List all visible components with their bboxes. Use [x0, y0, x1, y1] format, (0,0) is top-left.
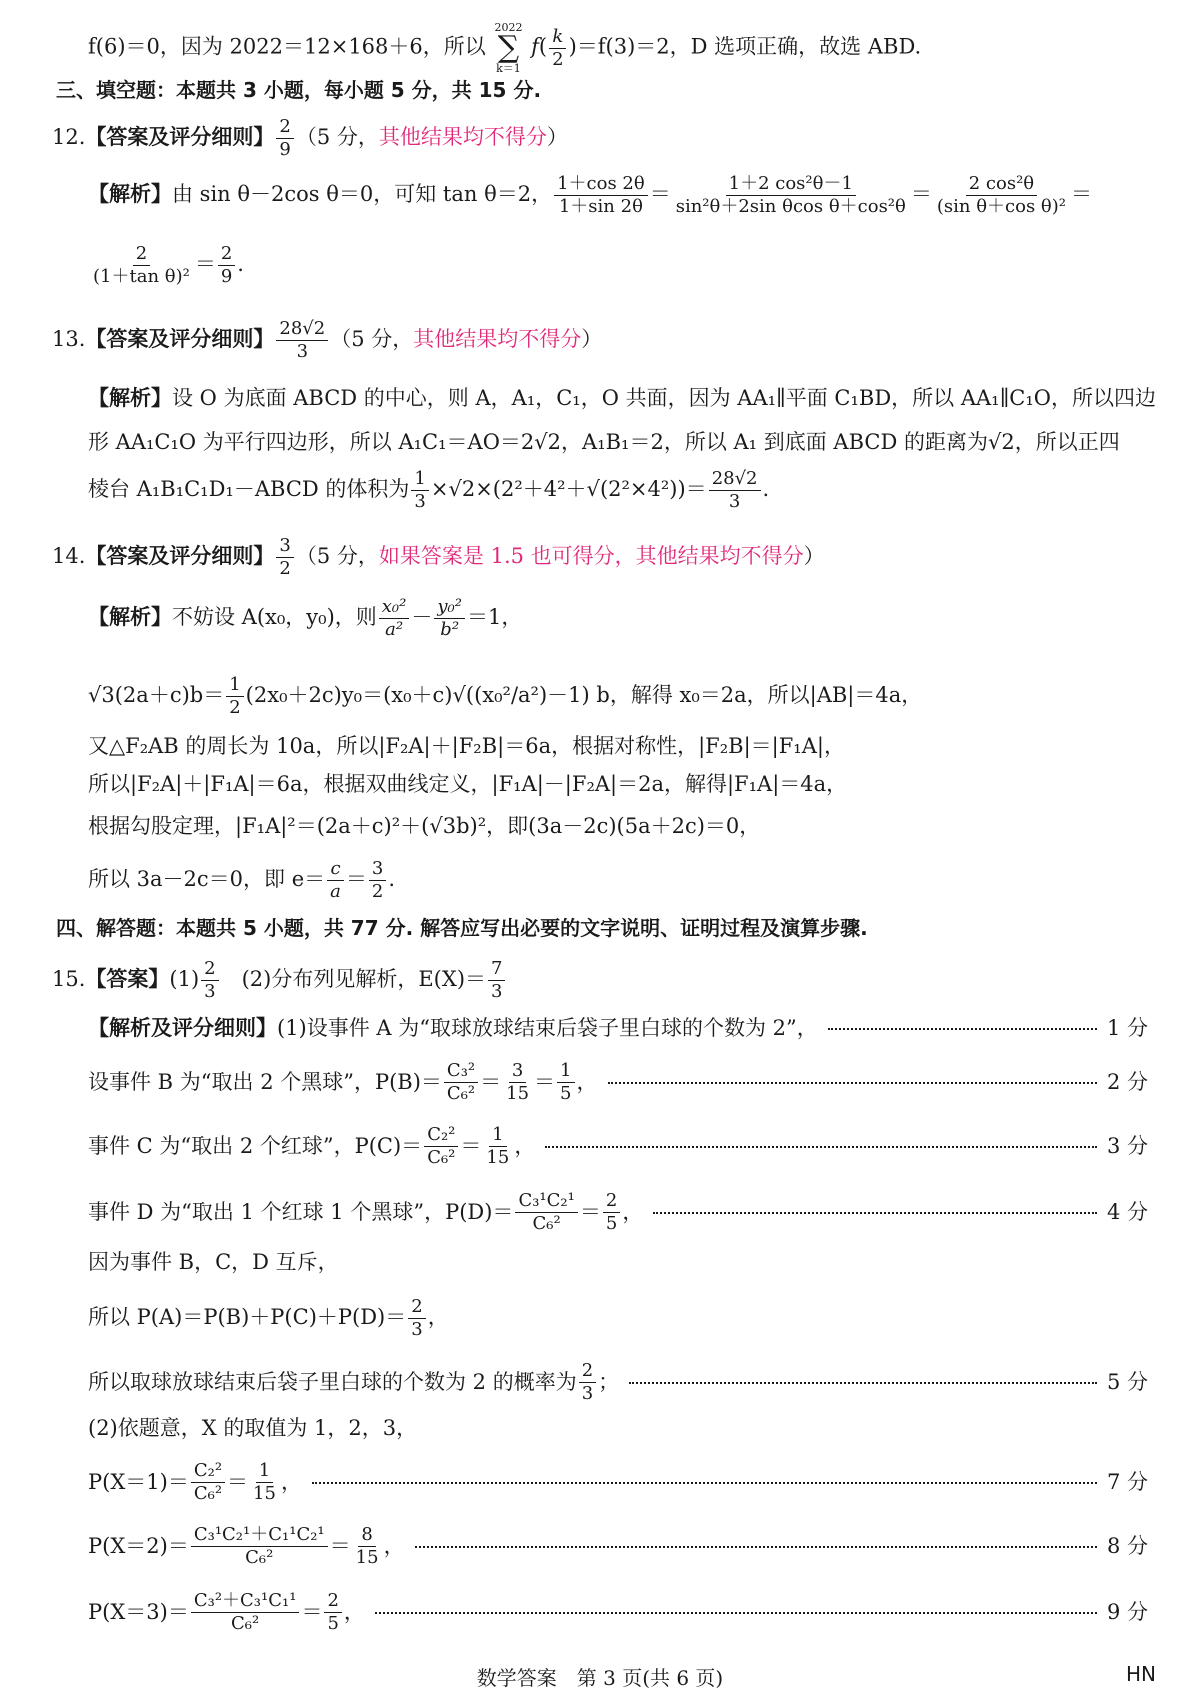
fraction	[411, 470, 428, 511]
section-title: 三、填空题：本题共 3 小题，每小题 5 分，共 15 分.	[56, 78, 542, 102]
q-number: 12.	[52, 125, 86, 149]
minus: －	[411, 605, 433, 629]
text: (2)分布列见解析，E(X)＝	[241, 967, 487, 991]
answer-tag: 【答案】	[85, 967, 170, 991]
text: (1)	[169, 967, 200, 991]
den: (1＋tan θ)²	[93, 266, 190, 287]
fraction	[324, 1592, 341, 1633]
end: ，	[343, 1600, 365, 1624]
den: 15	[253, 1483, 276, 1504]
func: f	[531, 34, 539, 59]
answer-tag: 【答案及评分细则】	[85, 544, 275, 568]
num: C₂²	[424, 1126, 458, 1147]
num: 2	[276, 118, 293, 139]
leader-dots	[415, 1546, 1097, 1548]
num: k	[549, 28, 566, 49]
fraction	[434, 598, 465, 639]
sum-lower: k＝1	[496, 62, 521, 75]
text: 棱台 A₁B₁C₁D₁－ABCD 的体积为	[88, 477, 410, 501]
den: 2	[371, 881, 384, 902]
leader-dots	[608, 1082, 1097, 1084]
den: 3	[204, 981, 216, 1002]
end: ，	[576, 1070, 598, 1094]
score: 4 分	[1106, 1200, 1148, 1224]
q14-analysis-line5: 根据勾股定理，|F₁A|²＝(2a＋c)²＋(√3b)²，即(3a－2c)(5a＋2c)＝0，	[88, 814, 761, 838]
text: 所以取球放球结束后袋子里白球的个数为 2 的概率为	[88, 1370, 577, 1394]
q15-row10: P(X＝2)＝ $\frac{\text{C₃¹C₂¹＋C₁¹C₂¹}}{\text{C₆²}}$ ＝ $\frac{8}{15}$ ， 8 分	[88, 1524, 1148, 1568]
score: 2 分	[1106, 1070, 1148, 1094]
score: 9 分	[1106, 1600, 1148, 1624]
score: （5 分，	[295, 544, 379, 568]
fraction	[554, 175, 648, 216]
fraction	[250, 1462, 279, 1503]
fraction	[934, 175, 1069, 216]
q15-row8: (2)依题意，X 的取值为 1，2，3，	[88, 1416, 418, 1440]
q12-answer	[52, 118, 1148, 159]
den: 1＋sin 2θ	[558, 196, 643, 217]
text: 不妨设 A(x₀，y₀)，则	[172, 605, 377, 629]
fraction	[90, 245, 193, 286]
q14-analysis-line3: 又△F₂AB 的周长为 10a，所以|F₂A|＋|F₂B|＝6a，根据对称性，|F₂B|＝|F₁A|，	[88, 734, 845, 758]
end: ，	[280, 1470, 302, 1494]
q15-row9: P(X＝1)＝ $\frac{\text{C₂²}}{\text{C₆²}}$ ＝ $\frac{1}{15}$ ， 7 分	[88, 1460, 1148, 1504]
answer-fraction	[276, 537, 293, 578]
text: 由 sin θ－2cos θ＝0，可知 tan θ＝2，	[172, 182, 553, 206]
num: 1	[411, 470, 428, 491]
q15-answer	[52, 960, 1148, 1001]
num: 1＋cos 2θ	[554, 175, 648, 196]
analysis-tag: 【解析】	[88, 182, 172, 206]
answer-fraction	[276, 320, 328, 361]
q15-row11: P(X＝3)＝ $\frac{\text{C₃²＋C₃¹C₁¹}}{\text{C₆²}}$ ＝ $\frac{2}{5}$ ， 9 分	[88, 1590, 1148, 1634]
q14-analysis-line6	[88, 860, 1148, 901]
end: .	[388, 867, 396, 891]
text: 事件 D 为“取出 1 个红球 1 个黑球”，P(D)＝	[88, 1200, 514, 1224]
fraction	[226, 676, 243, 717]
den: a	[330, 881, 341, 902]
num: 2	[603, 1192, 620, 1213]
end: ，	[514, 1134, 536, 1158]
text: P(X＝2)＝	[88, 1534, 189, 1558]
q13-analysis-line3	[88, 470, 1148, 511]
score: 1 分	[1106, 1016, 1148, 1040]
q-number: 13.	[52, 327, 86, 351]
num: 3	[509, 1062, 526, 1083]
q15-row5: 因为事件 B，C，D 互斥，	[88, 1250, 339, 1274]
q13-analysis-line2: 形 AA₁C₁O 为平行四边形，所以 A₁C₁＝AO＝2√2，A₁B₁＝2，所以 A₁ 到底面 ABCD 的距离为√2，所以正四	[88, 430, 1120, 454]
fraction	[353, 1526, 382, 1567]
num: 7	[488, 960, 505, 981]
num: 3	[276, 537, 293, 558]
q14-analysis-line2	[88, 676, 1148, 717]
end: ；	[598, 1370, 620, 1394]
fraction	[483, 1126, 512, 1167]
den: 5	[327, 1613, 339, 1634]
leader-dots	[312, 1482, 1097, 1484]
den: 2	[229, 697, 241, 718]
text: (2x₀＋2c)y₀＝(x₀＋c)√((x₀²/a²)－1) b，解得 x₀＝2a，所以|AB|＝4a，	[245, 683, 923, 707]
den: 5	[605, 1213, 618, 1234]
num: 2	[579, 1362, 596, 1383]
fraction	[379, 598, 410, 639]
q13-answer	[52, 320, 1148, 361]
eq: ＝	[1071, 182, 1092, 206]
num: 28√2	[709, 470, 761, 491]
text: ＝f(3)＝2，D 选项正确，故选 ABD.	[576, 34, 922, 59]
den: C₆²	[446, 1083, 476, 1104]
section-title: 四、解答题：本题共 5 小题，共 77 分. 解答应写出必要的文字说明、证明过程及演算步骤.	[56, 916, 868, 940]
paren: ）	[546, 125, 568, 149]
den: 2	[552, 48, 564, 70]
score: 8 分	[1106, 1534, 1148, 1558]
score-note: 其他结果均不得分	[378, 125, 547, 149]
den: 5	[560, 1083, 572, 1104]
leader-dots	[545, 1146, 1097, 1148]
end: ，	[383, 1534, 405, 1558]
end: ，	[622, 1200, 644, 1224]
end: ，	[427, 1305, 449, 1329]
answer-tag: 【答案及评分细则】	[85, 327, 275, 351]
num: C₃¹C₂¹	[515, 1192, 577, 1213]
text: P(X＝3)＝	[88, 1600, 189, 1624]
text: f(6)＝0，因为 2022＝12×168＋6，所以	[88, 34, 486, 59]
q-number: 14.	[52, 544, 86, 568]
num: 1	[489, 1126, 506, 1147]
page-footer	[0, 1662, 1200, 1691]
score: 7 分	[1106, 1470, 1148, 1494]
end: ＝1，	[466, 605, 523, 629]
fraction	[557, 1062, 574, 1103]
num: 2	[201, 960, 218, 981]
num: C₃²	[444, 1062, 478, 1083]
page-number: 数学答案 第 3 页(共 6 页)	[476, 1666, 724, 1690]
den: C₆²	[532, 1213, 561, 1234]
leader-dots	[375, 1612, 1097, 1614]
analysis-tag: 【解析】	[88, 605, 172, 629]
q15-row2: 设事件 B 为“取出 2 个黑球”，P(B)＝ $\frac{\text{C₃²}}{\text{C₆²}}$ ＝ $\frac{3}{15}$ ＝ $\frac{1}{5}$ ， 2 分	[88, 1060, 1148, 1104]
text: 所以 P(A)＝P(B)＋P(C)＋P(D)＝	[88, 1305, 407, 1329]
q15-row4: 事件 D 为“取出 1 个红球 1 个黑球”，P(D)＝ $\frac{\text{C₃¹C₂¹}}{\text{C₆²}}$ ＝ $\frac{2}{5}$ ， 4 分	[88, 1190, 1148, 1234]
fraction	[579, 1362, 596, 1403]
num: 3	[369, 860, 386, 881]
end: .	[237, 252, 244, 276]
score: 5 分	[1106, 1370, 1148, 1394]
q13-analysis-line1	[88, 386, 1156, 410]
sum-upper: 2022	[494, 21, 523, 34]
num: C₂²	[191, 1462, 225, 1483]
den: C₆²	[193, 1483, 223, 1504]
fraction	[673, 175, 909, 216]
text: 事件 C 为“取出 2 个红球”，P(C)＝	[88, 1134, 423, 1158]
score-note: 如果答案是 1.5 也可得分，其他结果均不得分	[378, 544, 804, 568]
den: sin²θ＋2sin θcos θ＋cos²θ	[675, 196, 906, 217]
den: C₆²	[427, 1147, 456, 1168]
q12-analysis-line2	[88, 245, 1148, 286]
den: 15	[506, 1083, 530, 1104]
eq: ＝	[194, 252, 216, 276]
den: a²	[385, 619, 404, 640]
top-line: f(6)＝0，因为 2022＝12×168＋6，所以 2022 ∑ k＝1 f( $\frac{k}{2}$ )＝f(3)＝2，D 选项正确，故选 ABD.	[88, 21, 922, 75]
text: 设 O 为底面 ABCD 的中心，则 A，A₁，C₁，O 共面，因为 AA₁∥平面 C₁BD，所以 AA₁∥C₁O，所以四边	[172, 386, 1156, 410]
den: 9	[220, 266, 233, 287]
q-number: 15.	[52, 967, 86, 991]
den: C₆²	[231, 1613, 260, 1634]
num: 8	[358, 1526, 375, 1547]
den: 3	[296, 341, 309, 362]
num: 2 cos²θ	[966, 175, 1037, 196]
fraction	[191, 1462, 225, 1503]
fraction	[503, 1062, 532, 1103]
fraction	[515, 1192, 577, 1233]
fraction	[424, 1126, 458, 1167]
den: 3	[414, 491, 426, 512]
eq: ＝	[910, 182, 932, 206]
num: 1	[256, 1462, 273, 1483]
num: 2	[408, 1298, 425, 1319]
den: (sin θ＋cos θ)²	[936, 196, 1066, 217]
num: 1	[226, 676, 243, 697]
num: 2	[324, 1592, 341, 1613]
text: √3(2a＋c)b＝	[88, 683, 225, 707]
num: 1＋2 cos²θ－1	[726, 175, 856, 196]
paren: ）	[803, 544, 825, 568]
fraction	[603, 1192, 620, 1233]
text: 设事件 B 为“取出 2 个黑球”，P(B)＝	[88, 1070, 442, 1094]
fraction	[408, 1298, 425, 1339]
eq: ＝	[649, 182, 671, 206]
den: 15	[355, 1547, 379, 1568]
num: 28√2	[276, 320, 328, 341]
text: P(X＝1)＝	[88, 1470, 189, 1494]
sum-block	[494, 22, 522, 74]
den: 3	[728, 491, 741, 512]
fraction	[549, 25, 566, 70]
q15-row3: 事件 C 为“取出 2 个红球”，P(C)＝ $\frac{\text{C₂²}}{\text{C₆²}}$ ＝ $\frac{1}{15}$ ， 3 分	[88, 1124, 1148, 1168]
score: （5 分，	[330, 327, 414, 351]
fraction	[369, 860, 386, 901]
q12-analysis-line1	[88, 175, 1148, 216]
num: y₀²	[434, 598, 465, 619]
answer-fraction	[276, 118, 293, 159]
den: 3	[411, 1319, 423, 1340]
end: .	[762, 477, 770, 501]
den: b²	[440, 619, 460, 640]
den: 2	[279, 558, 291, 579]
num: 1	[557, 1062, 574, 1083]
den: 3	[491, 981, 503, 1002]
den: 15	[486, 1147, 510, 1168]
num: 2	[218, 245, 235, 266]
leader-dots	[653, 1212, 1097, 1214]
fraction	[218, 245, 235, 286]
q14-answer	[52, 537, 1148, 578]
q15-row6	[88, 1298, 1148, 1339]
den: 3	[581, 1383, 594, 1404]
num: C₃¹C₂¹＋C₁¹C₂¹	[191, 1526, 328, 1547]
num: 2	[133, 245, 150, 266]
fraction	[444, 1062, 478, 1103]
den: 9	[279, 139, 291, 160]
leader-dots	[629, 1382, 1097, 1384]
den: C₆²	[245, 1547, 274, 1568]
score: 3 分	[1106, 1134, 1148, 1158]
q14-analysis-line4: 所以|F₂A|＋|F₁A|＝6a，根据双曲线定义，|F₁A|－|F₂A|＝2a，解得|F₁A|＝4a，	[88, 772, 848, 796]
paren: ）	[581, 327, 603, 351]
fraction	[488, 960, 505, 1001]
num: c	[327, 860, 343, 881]
q14-analysis-line1	[88, 598, 1148, 639]
fraction	[191, 1526, 328, 1567]
analysis-tag: 【解析及评分细则】	[88, 1016, 277, 1040]
eq: ＝	[345, 867, 367, 891]
score-note: 其他结果均不得分	[413, 327, 582, 351]
fraction	[191, 1592, 300, 1633]
fraction	[201, 960, 218, 1001]
region-code: HN	[1126, 1662, 1156, 1686]
leader-dots	[828, 1028, 1097, 1030]
text: ×√2×(2²＋4²＋√(2²×4²))＝	[430, 477, 707, 501]
analysis-tag: 【解析】	[88, 386, 172, 410]
q15-row1	[88, 1018, 1148, 1039]
fraction	[709, 470, 761, 511]
q15-row7	[88, 1362, 1148, 1403]
num: x₀²	[379, 598, 410, 619]
text: (1)设事件 A 为“取球放球结束后袋子里白球的个数为 2”，	[277, 1016, 818, 1040]
score: （5 分，	[295, 125, 379, 149]
fraction	[327, 860, 344, 901]
answer-tag: 【答案及评分细则】	[85, 125, 275, 149]
text: 所以 3a－2c＝0，即 e＝	[88, 867, 326, 891]
sum-symbol: ∑	[497, 30, 520, 65]
num: C₃²＋C₃¹C₁¹	[191, 1592, 300, 1613]
